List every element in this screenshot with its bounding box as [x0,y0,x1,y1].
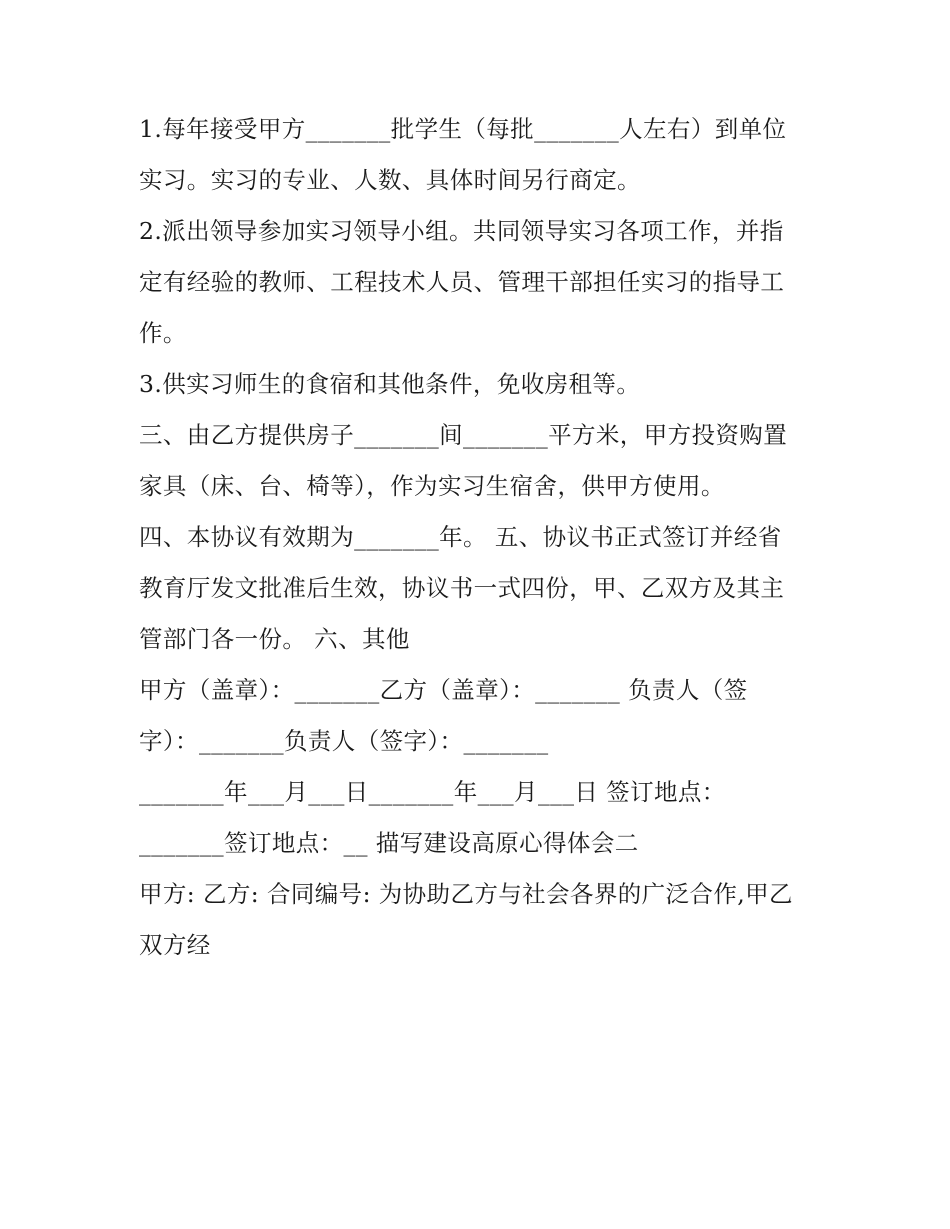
text-line: 家具（床、台、椅等），作为实习生宿舍，供甲方使用。 [139,472,725,500]
text-line: 四、本协议有效期为_______年。 五、协议书正式签订并经省 [139,523,782,551]
text-line: 作。 [139,319,187,347]
text-line: 双方经 [139,931,211,959]
text-line: 定有经验的教师、工程技术人员、管理干部担任实习的指导工 [139,268,785,296]
text-line: _______签订地点：__ 描写建设高原心得体会二 [139,829,639,857]
text-line: 1.每年接受甲方_______批学生（每批_______人左右）到单位 [139,115,787,143]
text-line: 甲方（盖章）：_______乙方（盖章）：_______ 负责人（签 [139,676,748,704]
text-line: 3.供实习师生的食宿和其他条件，免收房租等。 [139,370,641,398]
text-line: 2.派出领导参加实习领导小组。共同领导实习各项工作，并指 [139,217,784,245]
document-body [139,104,819,971]
text-line: _______年___月___日_______年___月___日 签订地点： [139,778,726,806]
text-line: 管部门各一份。 六、其他 [139,625,410,653]
text-line: 教育厅发文批准后生效，协议书一式四份，甲、乙双方及其主 [139,574,785,602]
text-line: 实习。实习的专业、人数、具体时间另行商定。 [139,166,641,194]
text-line: 三、由乙方提供房子_______间_______平方米，甲方投资购置 [139,421,788,449]
text-line: 字）：_______负责人（签字）：_______ [139,727,549,755]
text-line: 甲方: 乙方: 合同编号: 为协助乙方与社会各界的广泛合作,甲乙 [139,880,793,908]
